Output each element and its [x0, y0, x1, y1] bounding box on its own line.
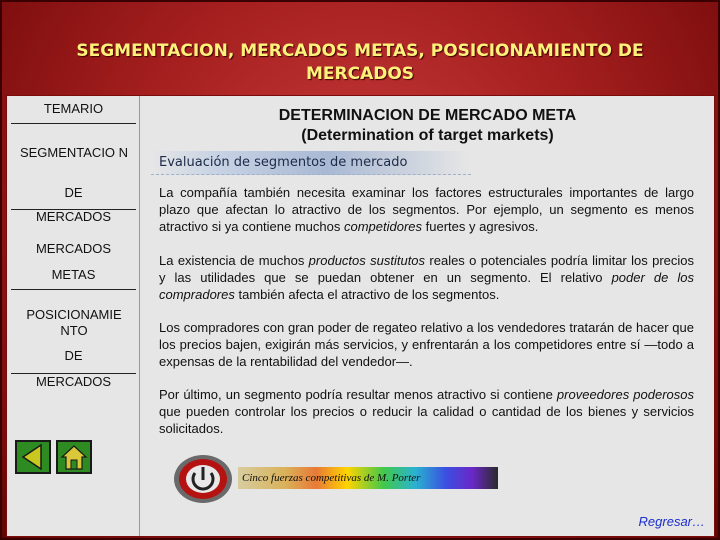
regresar-link[interactable]: Regresar… — [638, 514, 705, 529]
main-title-line2: (Determination of target markets) — [301, 127, 554, 144]
power-button-icon[interactable] — [173, 454, 233, 504]
content-panel — [6, 95, 715, 537]
main-title-line1: DETERMINACION DE MERCADO META — [278, 107, 577, 124]
sidebar-item-metas[interactable]: METAS — [51, 267, 96, 282]
home-icon — [58, 442, 90, 472]
paragraph-text: fuertes y agresivos. — [422, 219, 539, 234]
sidebar-item-mercados-2[interactable]: MERCADOS — [35, 374, 112, 389]
sidebar-temario — [7, 96, 140, 536]
sidebar-divider — [11, 123, 136, 124]
emphasis-text: competidores — [343, 219, 423, 234]
back-button[interactable] — [15, 440, 51, 474]
paragraph-text: La existencia de muchos — [159, 253, 309, 268]
paragraph-text: Los compradores con gran poder de regateo relativo a los vendedores tratarán de hacer que los precios bajen, exigirán más servicios, y enfrentarán a los competidores entre sí —todo a expensas de la rentabilidad del vendedor—. — [159, 320, 694, 369]
sidebar-item-de-2[interactable]: DE — [64, 348, 83, 363]
back-arrow-icon — [17, 442, 49, 472]
paragraph-competidores — [159, 184, 694, 235]
emphasis-text: proveedores poderosos — [556, 387, 694, 402]
main-content — [141, 96, 714, 536]
sidebar-item-segmentacion[interactable]: SEGMENTACIO N — [19, 145, 129, 160]
slide-title-line2: MERCADOS — [305, 64, 415, 84]
paragraph-text: que pueden controlar los precios o reducir la calidad o cantidad de los bienes y servicios solicitados. — [159, 404, 694, 436]
paragraph-compradores — [159, 319, 694, 370]
section-header: Evaluación de segmentos de mercado — [151, 151, 471, 175]
paragraph-sustitutos — [159, 252, 694, 303]
paragraph-text: también afecta el atractivo de los segmentos. — [234, 287, 500, 302]
sidebar-item-mercados-metas[interactable]: MERCADOS — [35, 241, 112, 256]
sidebar-item-posicionamiento[interactable]: POSICIONAMIE NTO — [26, 307, 122, 338]
home-button[interactable] — [56, 440, 92, 474]
slide-title — [40, 40, 680, 86]
paragraph-text: Por último, un segmento podría resultar menos atractivo si contiene — [159, 387, 557, 402]
sidebar-heading: TEMARIO — [43, 101, 104, 116]
sidebar-divider — [11, 289, 136, 290]
paragraph-text: La compañía también necesita examinar los factores estructurales importantes de largo plazo que afectan lo atractivo de los segmentos. Por ejemplo, un segmento es menos atractivo si ya contiene muchos — [159, 185, 694, 234]
sidebar-item-mercados[interactable]: MERCADOS — [35, 209, 112, 224]
sidebar-item-de[interactable]: DE — [64, 185, 83, 200]
emphasis-text: productos sustitutos — [308, 253, 426, 268]
paragraph-proveedores — [159, 386, 694, 437]
emphasis-text: poder de los compradores — [159, 270, 694, 302]
slide-title-line1: SEGMENTACION, MERCADOS METAS, POSICIONAMIENTO DE — [76, 41, 644, 61]
main-title — [141, 106, 714, 146]
paragraph-text: reales o potenciales podría limitar los precios y las utilidades que se puedan obtener en un segmento. El relativo — [159, 253, 694, 285]
porter-forces-link[interactable]: Cinco fuerzas competitivas de M. Porter — [238, 467, 498, 489]
